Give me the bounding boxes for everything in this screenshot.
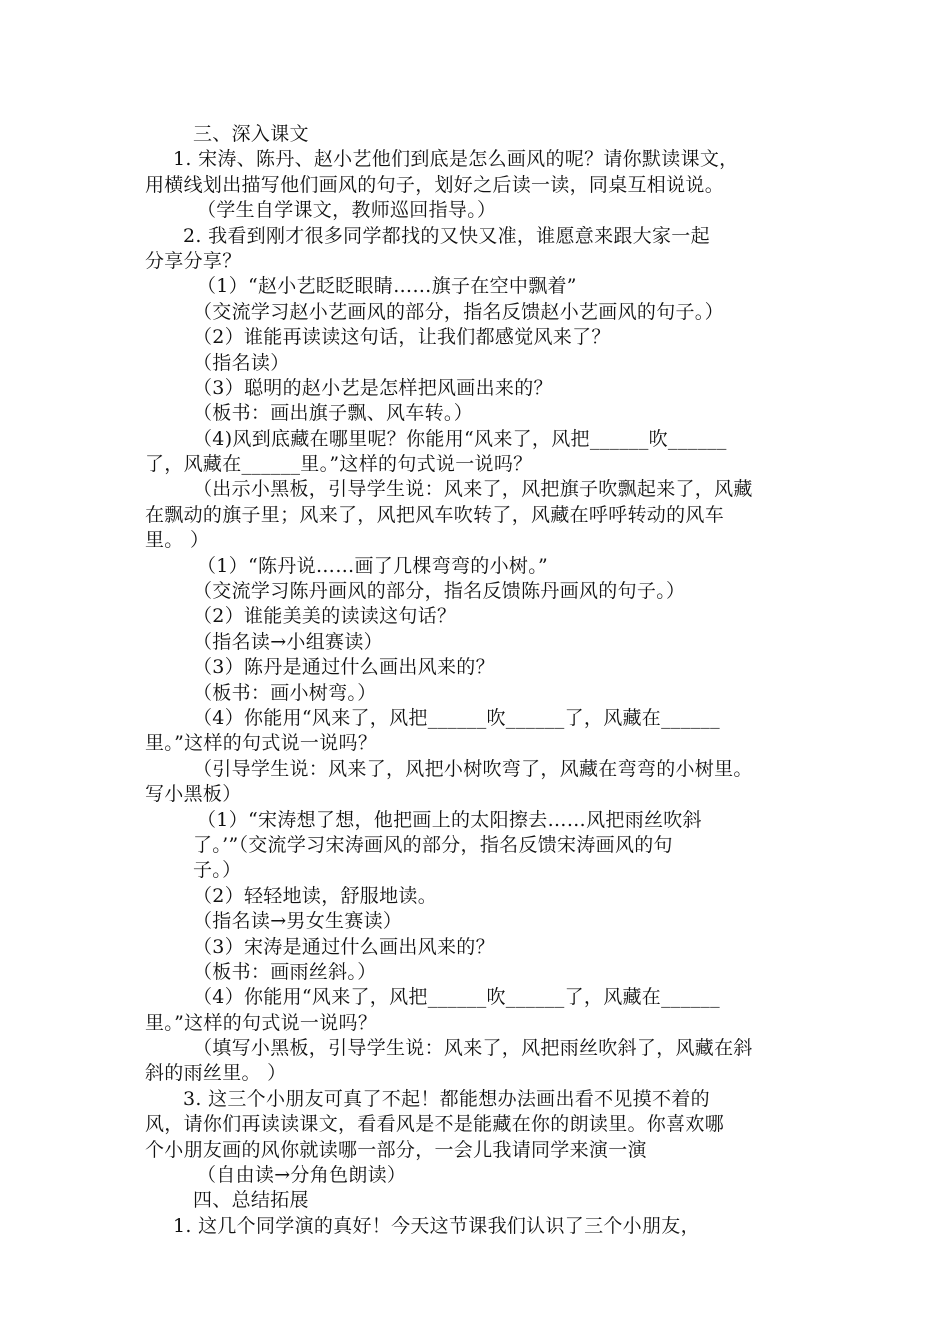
- text-line: （交流学习陈丹画风的部分，指名反馈陈丹画风的句子。）: [193, 580, 686, 603]
- text-line: （指名读→小组赛读）: [193, 630, 383, 653]
- text-line: （4）你能用“风来了，风把______吹______了，风藏在______: [193, 986, 720, 1009]
- text-line: （1）“宋涛想了想，他把画上的太阳擦去……风把雨丝吹斜: [197, 808, 702, 831]
- text-line: （1）“赵小艺眨眨眼睛……旗子在空中飘着”: [197, 275, 577, 298]
- text-line: 1. 这几个同学演的真好！今天这节课我们认识了三个小朋友，: [173, 1214, 700, 1237]
- text-line: （3）聪明的赵小艺是怎样把风画出来的？: [193, 376, 553, 399]
- text-line: （4)风到底藏在哪里呢？你能用“风来了，风把______吹______: [193, 427, 727, 450]
- text-line: 1. 宋涛、陈丹、赵小艺他们到底是怎么画风的呢？请你默读课文，: [173, 148, 739, 171]
- text-line: 四、总结拓展: [193, 1189, 309, 1212]
- text-line: 三、深入课文: [193, 123, 309, 145]
- text-line: 写小黑板）: [145, 783, 242, 806]
- text-line: 3. 这三个小朋友可真了不起！都能想办法画出看不见摸不着的: [183, 1087, 710, 1110]
- document-body: [145, 122, 815, 1239]
- text-line: （2）轻轻地读，舒服地读。: [193, 884, 437, 907]
- text-line: （出示小黑板，引导学生说：风来了，风把旗子吹飘起来了，风藏: [193, 478, 753, 501]
- text-line: 了。’”（交流学习宋涛画风的部分，指名反馈宋涛画风的句: [193, 833, 673, 856]
- text-line: 在飘动的旗子里；风来了，风把风车吹转了，风藏在呼呼转动的风车: [145, 503, 725, 526]
- text-line: 2. 我看到刚才很多同学都找的又快又准，谁愿意来跟大家一起: [183, 224, 710, 247]
- text-line: （板书：画雨丝斜。）: [193, 960, 377, 983]
- text-line: 子。）: [193, 859, 242, 882]
- text-line: （4）你能用“风来了，风把______吹______了，风藏在______: [193, 706, 720, 729]
- text-line: （3）宋涛是通过什么画出风来的？: [193, 935, 495, 958]
- text-line: （自由读→分角色朗读）: [197, 1164, 407, 1187]
- text-line: 斜的雨丝里。 ）: [145, 1062, 287, 1085]
- text-line: （学生自学课文，教师巡回指导。）: [197, 199, 497, 222]
- text-line: （指名读→男女生赛读）: [193, 910, 403, 933]
- text-line: （板书：画出旗子飘、风车转。）: [193, 402, 474, 425]
- text-line: 用横线划出描写他们画风的句子，划好之后读一读，同桌互相说说。: [145, 173, 725, 196]
- text-line: （引导学生说：风来了，风把小树吹弯了，风藏在弯弯的小树里。: [193, 757, 753, 780]
- text-line: （板书：画小树弯。）: [193, 681, 377, 704]
- text-line: （3）陈丹是通过什么画出风来的？: [193, 656, 495, 679]
- text-line: （1）“陈丹说……画了几棵弯弯的小树。”: [197, 554, 549, 577]
- text-line: 风，请你们再读读课文，看看风是不是能藏在你的朗读里。你喜欢哪: [145, 1113, 725, 1136]
- text-line: （2）谁能美美的读读这句话？: [193, 605, 457, 628]
- text-line: 里。”这样的句式说一说吗？: [145, 1011, 378, 1034]
- text-line: 了，风藏在______里。”这样的句式说一说吗？: [145, 453, 533, 476]
- text-line: （2）谁能再读读这句话，让我们都感觉风来了？: [193, 326, 611, 349]
- text-line: （指名读）: [193, 351, 290, 374]
- text-line: （交流学习赵小艺画风的部分，指名反馈赵小艺画风的句子。）: [193, 300, 724, 323]
- text-line: 个小朋友画的风你就读哪一部分，一会儿我请同学来演一演: [145, 1138, 647, 1161]
- text-line: 里。”这样的句式说一说吗？: [145, 732, 378, 755]
- text-line: 分享分享？: [145, 249, 242, 272]
- text-line: 里。 ）: [145, 529, 210, 552]
- text-line: （填写小黑板，引导学生说：风来了，风把雨丝吹斜了，风藏在斜: [193, 1037, 753, 1060]
